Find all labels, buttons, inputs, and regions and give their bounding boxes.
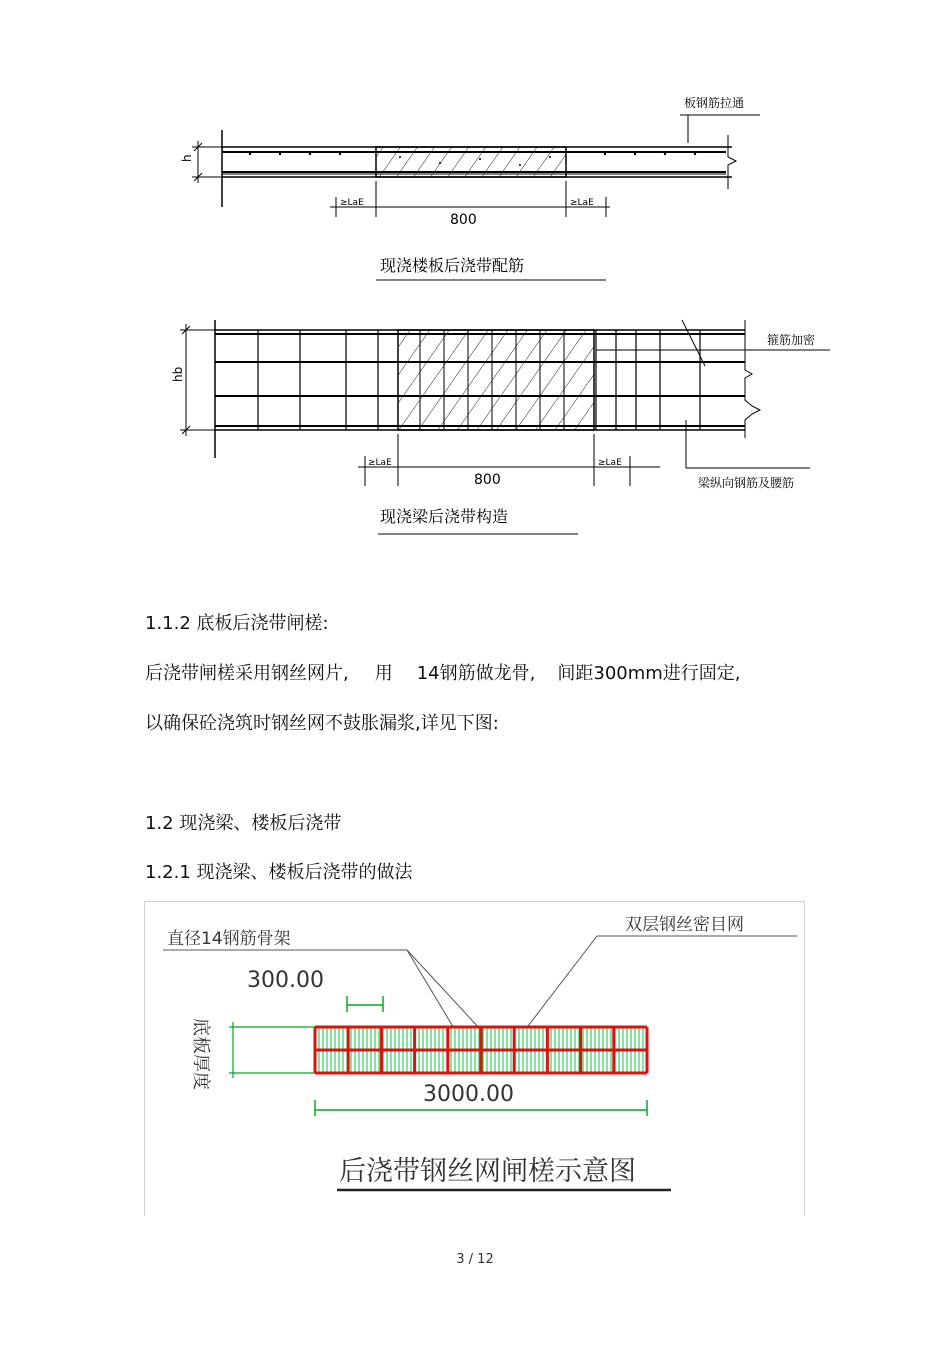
beam-lae-left: ≥LaE <box>368 458 392 468</box>
longitudinal-callout-label: 梁纵向钢筋及腰筋 <box>698 476 795 490</box>
beam-diagram-caption: 现浇梁后浇带构造 <box>380 507 509 526</box>
mesh-callout-label: 双层钢丝密目网 <box>625 915 744 935</box>
slab-post-cast-strip-diagram <box>170 85 790 285</box>
beam-width-label: 800 <box>474 472 501 488</box>
beam-lae-right: ≥LaE <box>598 458 622 468</box>
slab-lae-right: ≥LaE <box>570 198 594 208</box>
wire-mesh-caption: 后浇带钢丝网闸槎示意图 <box>339 1156 636 1187</box>
slab-height-label: h <box>180 154 194 162</box>
paragraph-line-1-part-b: 用 <box>374 663 393 684</box>
slab-callout-label: 板钢筋拉通 <box>684 96 745 110</box>
paragraph-line-1-part-a: 后浇带闸槎采用钢丝网片, <box>145 663 349 684</box>
slab-diagram-caption: 现浇楼板后浇带配筋 <box>380 256 525 275</box>
wire-mesh-diagram <box>145 902 803 1214</box>
beam-post-cast-strip-diagram <box>170 310 850 545</box>
beam-height-label: hb <box>171 366 185 382</box>
spacing-value: 300.00 <box>247 968 324 993</box>
paragraph-line-1-part-d: 间距300mm进行固定, <box>557 663 741 684</box>
thickness-label: 底板厚度 <box>190 1018 211 1090</box>
page-number: 3 / 12 <box>456 1252 494 1267</box>
heading-1-1-2: 1.1.2 底板后浇带闸槎: <box>145 613 329 634</box>
length-value: 3000.00 <box>423 1082 514 1107</box>
slab-lae-left: ≥LaE <box>340 198 364 208</box>
heading-1-2-1: 1.2.1 现浇梁、楼板后浇带的做法 <box>145 862 413 883</box>
paragraph-line-1-part-c: 14钢筋做龙骨, <box>416 663 536 684</box>
frame-callout-label: 直径14钢筋骨架 <box>167 929 291 949</box>
heading-1-2: 1.2 现浇梁、楼板后浇带 <box>145 813 342 834</box>
paragraph-line-1 <box>145 662 741 686</box>
paragraph-line-2: 以确保砼浇筑时钢丝网不鼓胀漏浆,详见下图: <box>145 713 499 734</box>
slab-width-label: 800 <box>450 212 477 228</box>
stirrup-callout-label: 箍筋加密 <box>767 333 816 347</box>
